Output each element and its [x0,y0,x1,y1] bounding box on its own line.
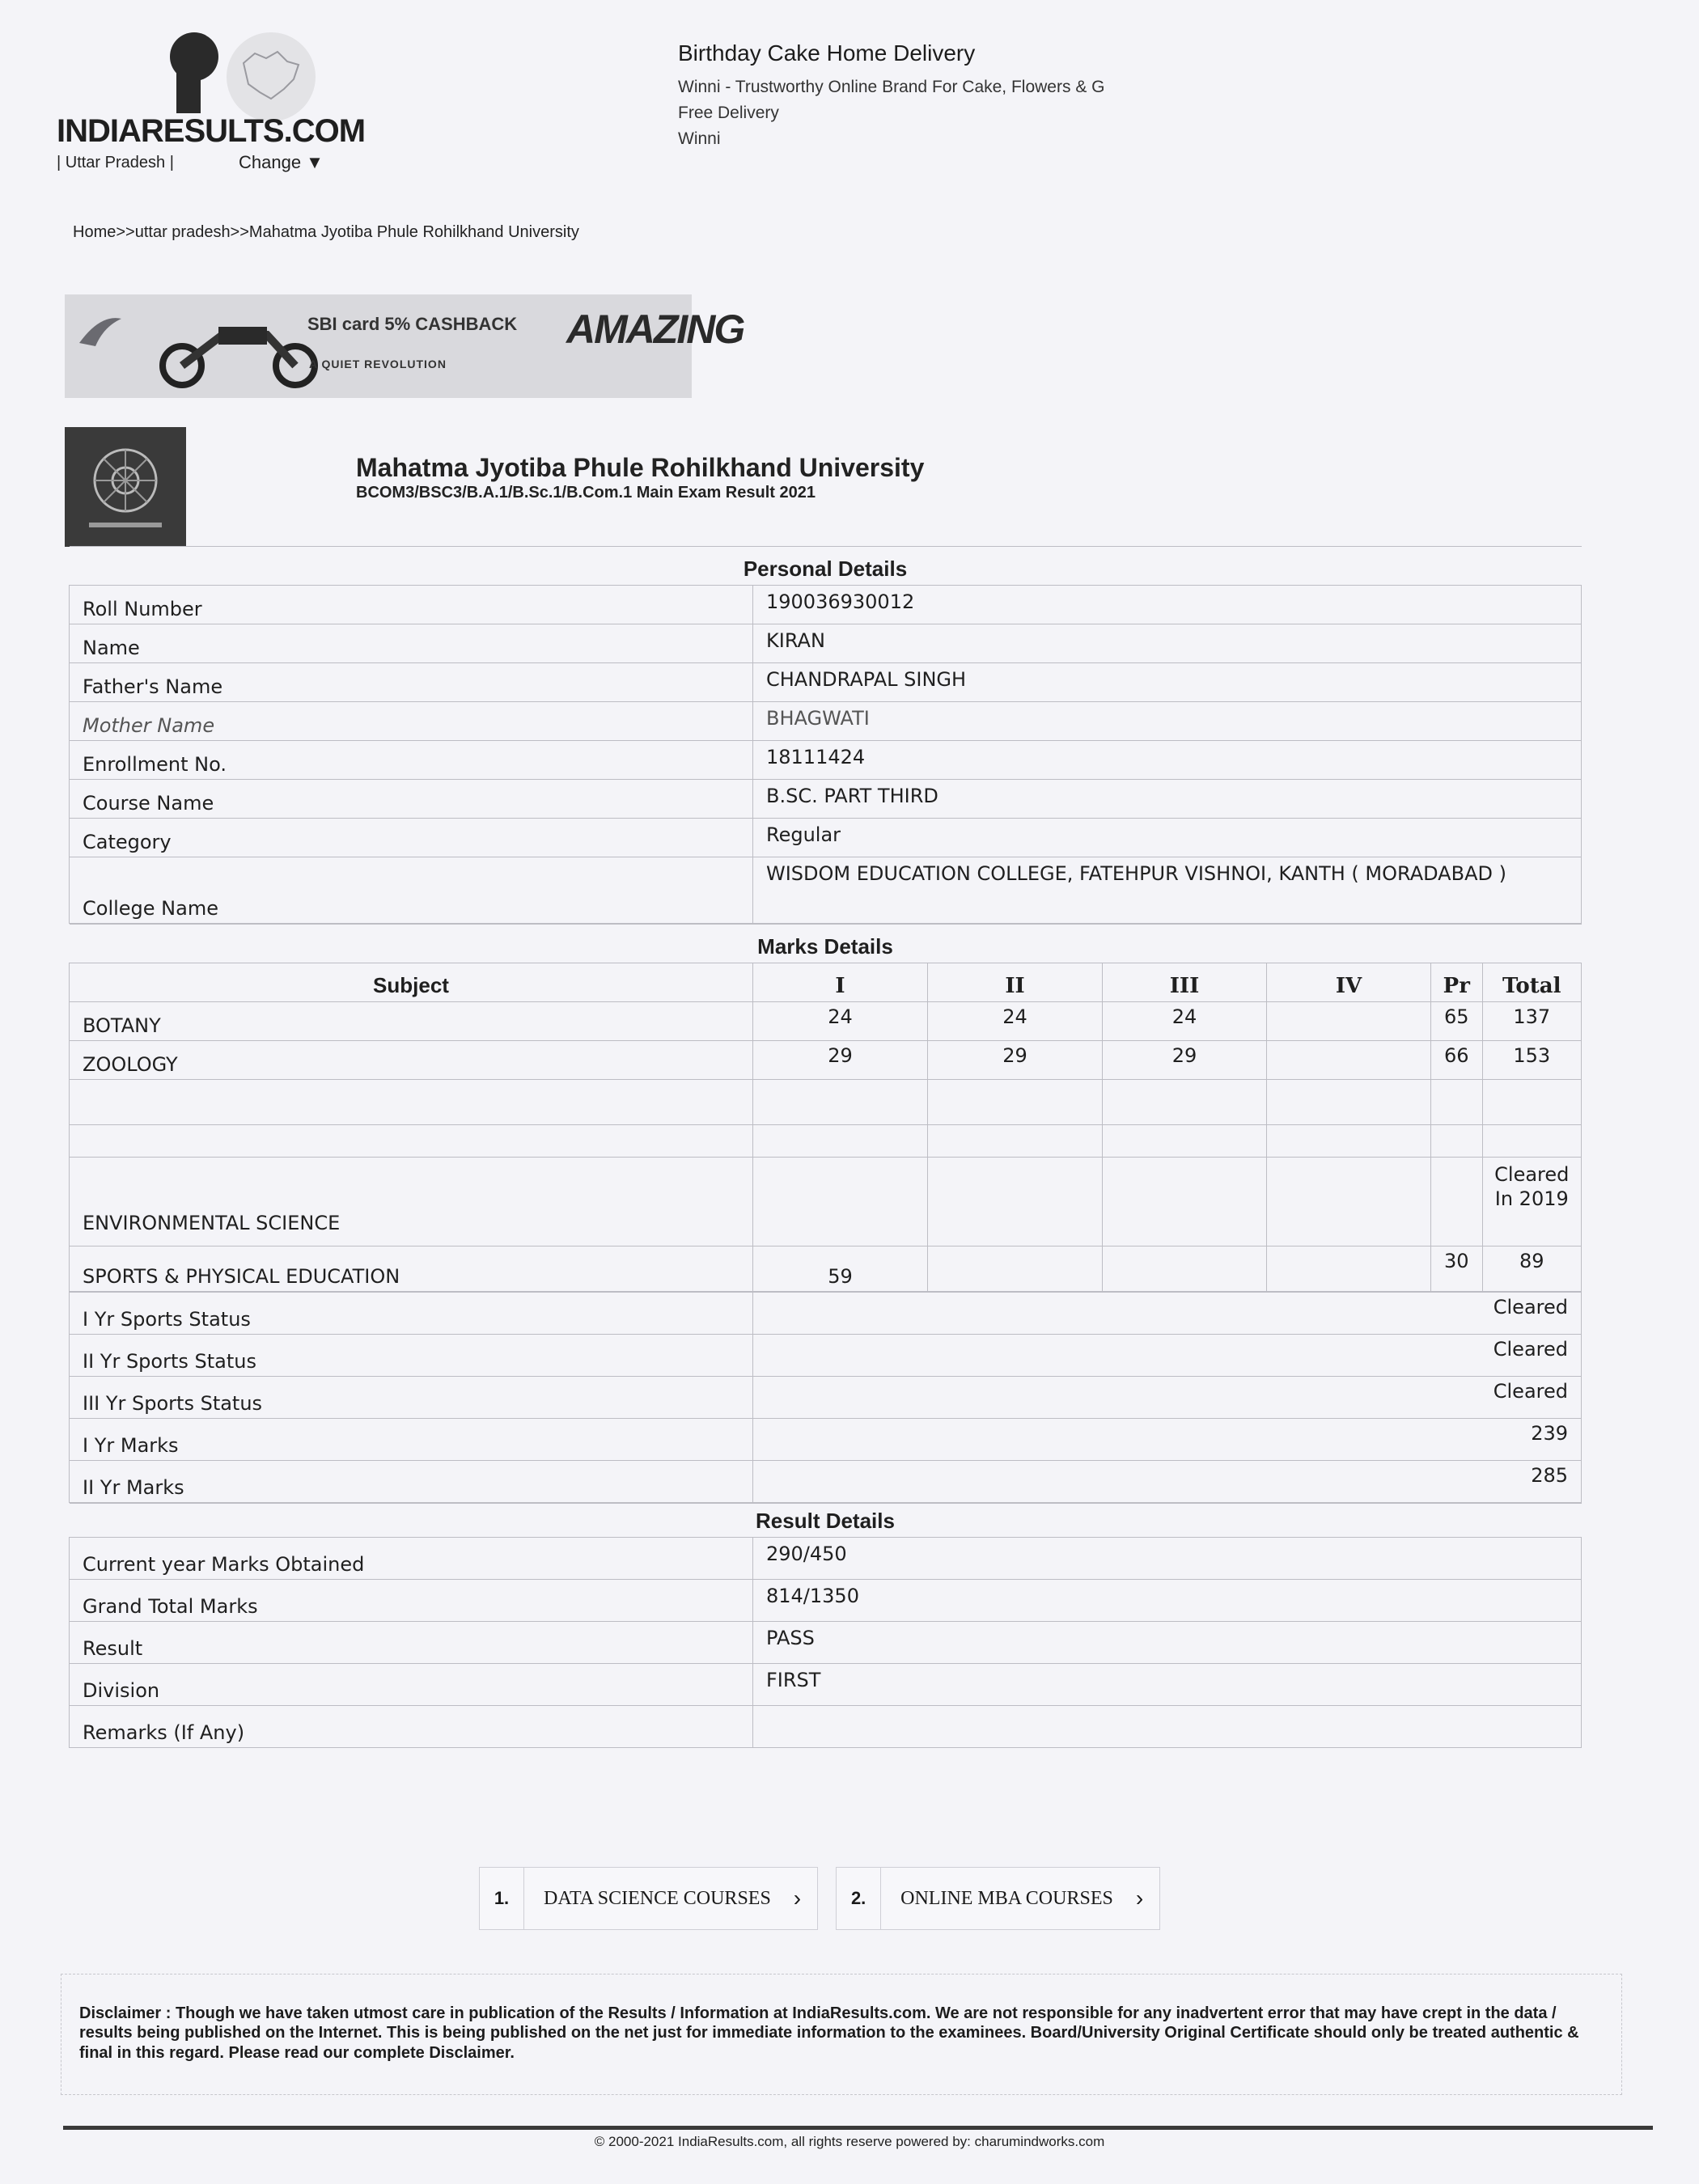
marks-ii: 24 [928,1002,1103,1041]
ad-description: Winni - Trustworthy Online Brand For Cake, Flowers & G [678,78,1105,96]
column-header-iii: III [1103,963,1267,1002]
text-ad[interactable] [678,40,1147,155]
remarks-label: Remarks (If Any) [70,1706,753,1748]
result-details-table [69,1503,1582,1748]
online-mba-courses-link[interactable] [836,1867,1160,1930]
marks-details-table [69,924,1582,1292]
fathers-name-label: Father's Name [70,663,753,702]
marks-i: 59 [753,1246,928,1292]
table-row [70,1158,1582,1246]
name-value: KIRAN [753,624,1582,663]
fathers-name-value: CHANDRAPAL SINGH [753,663,1582,702]
table-row [70,819,1582,857]
data-science-courses-link[interactable] [479,1867,818,1930]
table-row [70,1377,1582,1419]
banner-tagline: A QUIET REVOLUTION [309,358,447,370]
table-row [70,1041,1582,1080]
marks-iii: 24 [1103,1002,1267,1041]
marks-i: 24 [753,1002,928,1041]
marks-iv [1267,1002,1431,1041]
subject-name: ZOOLOGY [70,1041,753,1080]
table-row [70,702,1582,741]
disclaimer: Disclaimer : Though we have taken utmost care in publication of the Results / Information at IndiaResults.com. We are not responsible for any inadvertent error that may have crept in the data / results being published on the Internet. This is being published on the net just for immediate information to the examinees. Board/University Original Certificate should only be treated authentic & final in this regard. Please read our complete Disclaimer. [61,1974,1622,2095]
column-header-subject: Subject [70,963,753,1002]
exam-name: BCOM3/BSC3/B.A.1/B.Sc.1/B.Com.1 Main Exam Result 2021 [356,484,816,502]
mother-name-label: Mother Name [70,702,753,741]
breadcrumb[interactable]: Home>>uttar pradesh>>Mahatma Jyotiba Phule Rohilkhand University [73,223,579,241]
link-number: 2. [837,1868,881,1929]
motorcycle-icon [146,311,332,387]
status-label: III Yr Sports Status [70,1377,753,1419]
marks-ii [928,1246,1103,1292]
banner-headline: AMAZING [566,307,744,352]
college-name-value: WISDOM EDUCATION COLLEGE, FATEHPUR VISHNOI, KANTH ( MORADABAD ) [753,857,1582,924]
ad-offer: Free Delivery [678,104,779,122]
chevron-right-icon[interactable]: › [793,1886,802,1911]
grand-total-label: Grand Total Marks [70,1580,753,1622]
logo-text: INDIARESULTS.COM [57,113,366,149]
roll-number-label: Roll Number [70,586,753,624]
table-row [70,1335,1582,1377]
sponsored-links [479,1867,1160,1930]
empty-row [70,1125,1582,1158]
table-row [70,1538,1582,1580]
subject-name: ENVIRONMENTAL SCIENCE [70,1158,753,1246]
marks-total: 137 [1482,1002,1581,1041]
marks-i [753,1158,928,1246]
result-sheet [69,546,1582,1748]
subject-name: SPORTS & PHYSICAL EDUCATION [70,1246,753,1292]
course-name-label: Course Name [70,780,753,819]
status-value: 285 [753,1461,1582,1503]
enrollment-label: Enrollment No. [70,741,753,780]
ad-advertiser: Winni [678,129,721,148]
college-name-label: College Name [70,857,753,924]
category-value: Regular [753,819,1582,857]
status-label: I Yr Marks [70,1419,753,1461]
result-value: PASS [753,1622,1582,1664]
status-value: Cleared [753,1335,1582,1377]
remarks-value [753,1706,1582,1748]
status-label: II Yr Marks [70,1461,753,1503]
status-value: Cleared [753,1377,1582,1419]
course-name-value: B.SC. PART THIRD [753,780,1582,819]
marks-iv [1267,1158,1431,1246]
status-value: 239 [753,1419,1582,1461]
empty-row [70,1080,1582,1125]
current-state-label: | Uttar Pradesh | [57,154,174,171]
change-state-button[interactable]: Change ▼ [239,152,324,172]
result-details-heading: Result Details [70,1504,1582,1538]
grand-total-value: 814/1350 [753,1580,1582,1622]
enrollment-value: 18111424 [753,741,1582,780]
ad-title[interactable]: Birthday Cake Home Delivery [678,40,976,66]
logo-mark-icon [162,24,235,113]
column-header-iv: IV [1267,963,1431,1002]
state-map-icon [227,32,316,121]
marks-i: 29 [753,1041,928,1080]
table-row [70,1293,1582,1335]
table-row [70,741,1582,780]
table-row [70,624,1582,663]
table-row [70,1580,1582,1622]
marks-iv [1267,1041,1431,1080]
status-label: II Yr Sports Status [70,1335,753,1377]
link-label[interactable]: DATA SCIENCE COURSES [544,1887,771,1909]
column-header-i: I [753,963,928,1002]
result-label: Result [70,1622,753,1664]
university-seal-icon [65,427,186,547]
column-header-pr: Pr [1431,963,1483,1002]
current-marks-label: Current year Marks Obtained [70,1538,753,1580]
marks-pr: 66 [1431,1041,1483,1080]
category-label: Category [70,819,753,857]
marks-ii [928,1158,1103,1246]
marks-total: Cleared In 2019 [1482,1158,1581,1246]
marks-total: 153 [1482,1041,1581,1080]
marks-iii [1103,1158,1267,1246]
division-label: Division [70,1664,753,1706]
marks-total: 89 [1482,1246,1581,1292]
table-row [70,780,1582,819]
status-label: I Yr Sports Status [70,1293,753,1335]
link-label[interactable]: ONLINE MBA COURSES [900,1887,1113,1909]
status-value: Cleared [753,1293,1582,1335]
chevron-right-icon[interactable]: › [1135,1886,1144,1911]
table-row [70,663,1582,702]
marks-pr: 65 [1431,1002,1483,1041]
university-name: Mahatma Jyotiba Phule Rohilkhand University [356,453,925,482]
subject-name: BOTANY [70,1002,753,1041]
sbi-card-text: SBI card 5% CASHBACK [307,314,518,334]
current-marks-value: 290/450 [753,1538,1582,1580]
table-row [70,1664,1582,1706]
table-row [70,1419,1582,1461]
banner-ad[interactable] [65,294,744,398]
personal-details-heading: Personal Details [70,547,1582,586]
link-number: 1. [480,1868,524,1929]
column-header-total: Total [1482,963,1581,1002]
sports-status-table [69,1292,1582,1503]
marks-pr: 30 [1431,1246,1483,1292]
table-row [70,586,1582,624]
table-row [70,1246,1582,1292]
marks-ii: 29 [928,1041,1103,1080]
brand-wing-icon [76,311,125,359]
table-row [70,1622,1582,1664]
table-row [70,1706,1582,1748]
marks-iii [1103,1246,1267,1292]
marks-iv [1267,1246,1431,1292]
table-row [70,857,1582,924]
roll-number-value: 190036930012 [753,586,1582,624]
table-row [70,1461,1582,1503]
marks-header-row [70,963,1582,1002]
name-label: Name [70,624,753,663]
mother-name-value: BHAGWATI [753,702,1582,741]
marks-iii: 29 [1103,1041,1267,1080]
marks-details-heading: Marks Details [70,925,1582,963]
table-row [70,1002,1582,1041]
marks-pr [1431,1158,1483,1246]
column-header-ii: II [928,963,1103,1002]
site-logo[interactable] [57,24,366,178]
division-value: FIRST [753,1664,1582,1706]
personal-details-table [69,546,1582,924]
footer-copyright: © 2000-2021 IndiaResults.com, all rights reserve powered by: charumindworks.com [594,2134,1105,2149]
